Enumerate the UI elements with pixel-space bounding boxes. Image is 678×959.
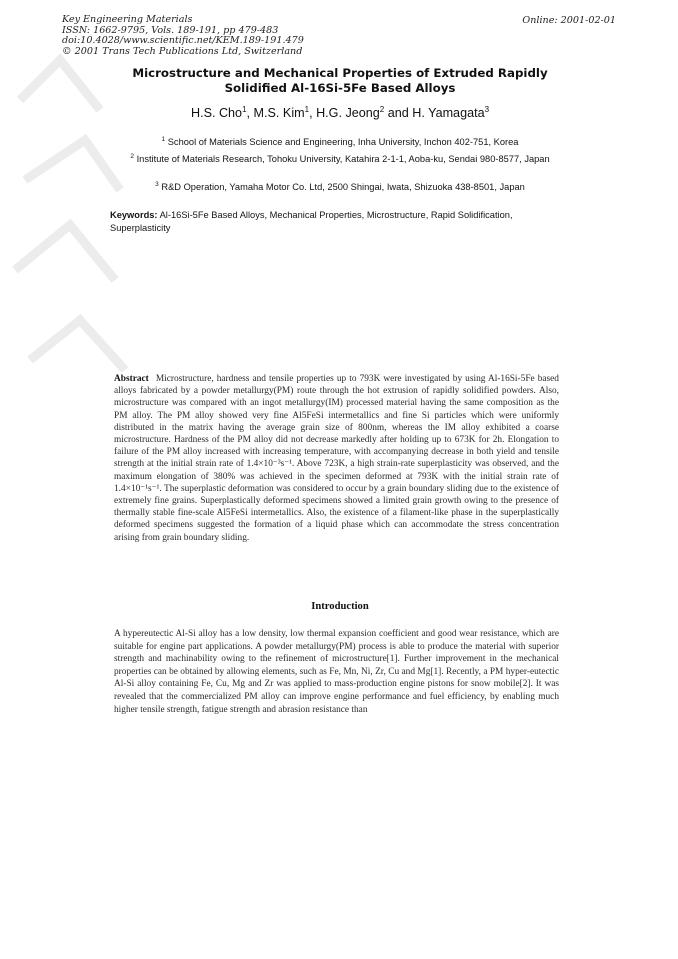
introduction-heading: Introduction <box>311 601 369 612</box>
abstract-label: Abstract <box>114 374 149 384</box>
keywords-block <box>110 209 570 234</box>
author-name: H.G. Jeong <box>316 106 380 121</box>
title-line-1: Microstructure and Mechanical Properties of Extruded Rapidly <box>132 66 548 80</box>
affiliation-mark: 3 <box>155 181 159 188</box>
keywords-text: Al-16Si-5Fe Based Alloys, Mechanical Properties, Microstructure, Rapid Solidification, Superplasticity <box>110 210 513 233</box>
copyright-line: © 2001 Trans Tech Publications Ltd, Switzerland <box>62 45 303 57</box>
abstract-block <box>114 373 559 544</box>
author-affiliation-mark: 3 <box>484 105 490 114</box>
affiliation-text: R&D Operation, Yamaha Motor Co. Ltd, 2500 Shingai, Iwata, Shizuoka 438-8501, Japan <box>161 182 525 193</box>
author-affiliation-mark: 2 <box>379 105 385 114</box>
paper-title <box>90 66 590 96</box>
doi-line: doi:10.4028/www.scientific.net/KEM.189-191.479 <box>62 35 304 47</box>
author-list <box>90 105 590 120</box>
author-affiliation-mark: 1 <box>242 105 247 114</box>
affiliation-mark: 2 <box>130 153 134 160</box>
title-line-2: Solidified Al-16Si-5Fe Based Alloys <box>224 81 456 95</box>
affiliation-1 <box>100 134 580 148</box>
author-name: M.S. Kim <box>253 106 305 121</box>
keywords-label: Keywords: <box>110 210 158 220</box>
author-separator: , <box>246 106 254 121</box>
affiliation-text: School of Materials Science and Engineering, Inha University, Inchon 402-751, Korea <box>167 137 519 148</box>
author-name: H.S. Cho <box>190 106 243 121</box>
abstract-text: Microstructure, hardness and tensile properties up to 793K were investigated by using Al-16Si-5Fe based alloys fabricated by a powder metallurgy(PM) route through the hot extrusion of rapidly solidified powders. Also, microstructure was compared with an ingot metallurgy(IM) processed material having the same composition as the PM alloy. The PM alloy showed very fine Al5FeSi intermetallics and fine Si particles which were uniformly distributed in the matrix having the average grain size of 800nm, whereas the IM alloy exhibited a coarse microstructure. Hardness of the PM alloy did not decrease markedly after holding up to 673K for 2h. Elongation to failure of the PM alloy increased with increasing temperature, with accompanying decrease in both yield and tensile strength at the initial strain rate of 1.4×10⁻³s⁻¹. Above 723K, a high strain-rate superplasticity was observed, and the maximum elongation of 380% was achieved in the specimen deformed at 793K with the initial strain rate of 1.4×10⁻¹s⁻¹. The superplastic deformation was considered to occur by a grain boundary sliding due to the existence of extremely fine grains. Superplastically deformed specimens showed a limited grain growth owing to the presence of thermally stable fine-scale Al5FeSi intermetallics. Also, the existence of a filament-like phase in the superplastically deformed specimens suggested the formation of a liquid phase which can accommodate the stress concentration arising from grain boundary sliding. <box>114 374 559 543</box>
affiliation-3 <box>100 179 580 193</box>
online-date: Online: 2001-02-01 <box>522 15 616 26</box>
introduction-text: A hypereutectic Al-Si alloy has a low density, low thermal expansion coefficient and good wear resistance, which are suitable for engine part applications. A powder metallurgy(PM) process is able to produce the material with superior strength and machinability owing to the refinement of microstructure[1]. Further improvement in the mechanical properties can be obtained by allowing elements, such as Fe, Mn, Ni, Zr, Cu and Mg[1]. Recently, a PM hyper-eutectic Al-Si alloy containing Fe, Cu, Mg and Zr was applied to mass-production engine pistons for snow mobile[2]. It was revealed that the commercialized PM alloy can improve engine performance and fuel efficiency, by enabling much higher tensile strength, fatigue strength and abrasion resistance than <box>114 629 559 715</box>
affiliation-2 <box>115 151 565 165</box>
affiliation-text: Institute of Materials Research, Tohoku University, Katahira 2-1-1, Aoba-ku, Sendai 980-8577, Japan <box>136 154 550 165</box>
issn-line: ISSN: 1662-9795, Vols. 189-191, pp 479-483 <box>62 24 279 36</box>
journal-name: Key Engineering Materials <box>62 14 193 25</box>
affiliation-mark: 1 <box>161 136 166 143</box>
author-separator: and <box>384 106 413 121</box>
author-affiliation-mark: 1 <box>304 105 310 114</box>
author-name: H. Yamagata <box>412 106 485 121</box>
journal-metadata <box>62 15 304 57</box>
author-separator: , <box>309 106 317 121</box>
